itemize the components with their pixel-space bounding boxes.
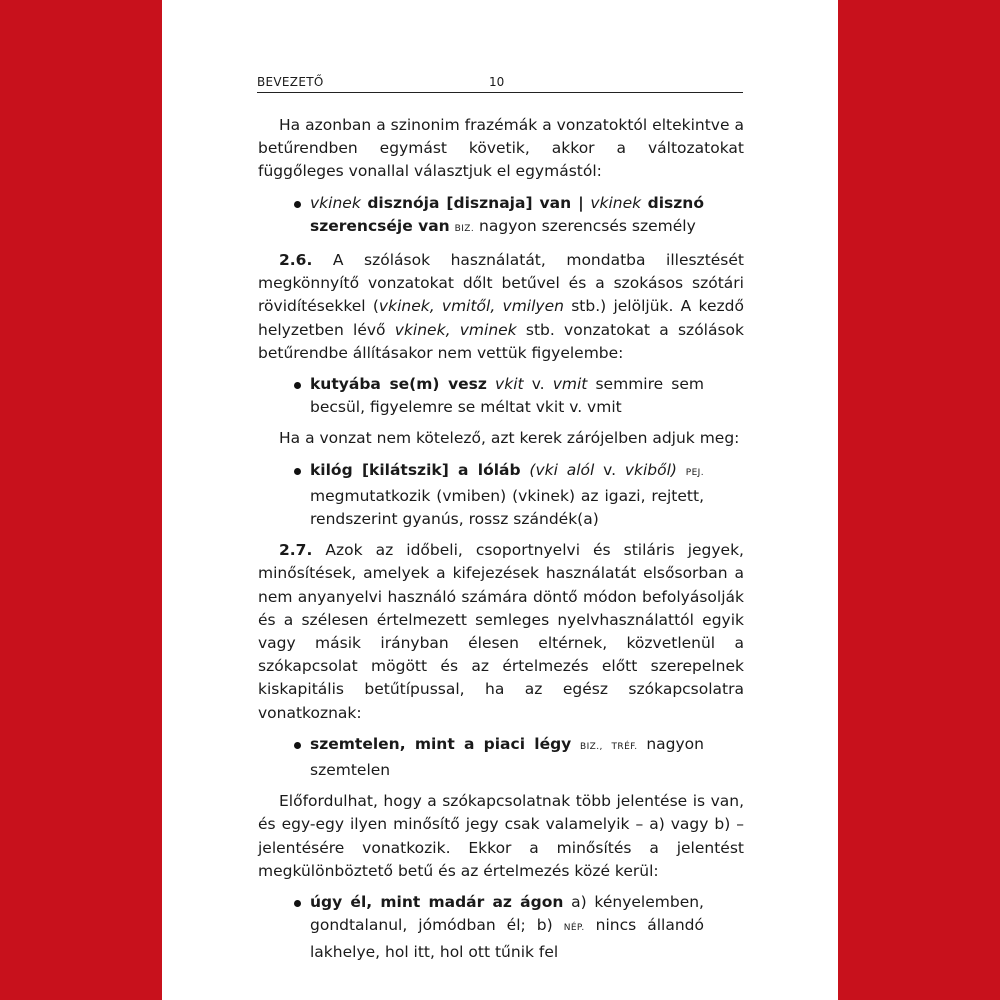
abbreviation: v.	[603, 460, 617, 479]
section-number: 2.6.	[279, 251, 313, 270]
bullet-icon	[294, 900, 301, 907]
section-number: 2.7.	[279, 541, 313, 560]
usage-label: PEJ.	[685, 467, 704, 478]
bullet-icon	[294, 468, 301, 475]
body-text: stb. vonzatokat a szólások betűrendbe állításakor nem vettük figyelembe:	[258, 320, 745, 362]
definition: nagyon szemtelen	[310, 734, 704, 780]
headword: kutyába se(m) vesz	[310, 375, 487, 394]
body-text: Azok az időbeli, csoportnyelvi és stiláris jegyek, minősítések, amelyek a kifejezések használatát elsősorban a nem anyanyelvi használó számára döntő módon befolyásolják és a szélesen értelmezett semleges nyelvhasználattól egyik vagy másik irányban élesen eltérnek, közvetlenül a szókapcsolat mögött és az értelmezés előtt szerepelnek kiskapitális betűtípussal, ha az egész szókapcsolatra vonatkoznak:	[258, 541, 744, 722]
definition: semmire sem becsül, figyelemre se méltat vkit v. vmit	[310, 375, 704, 417]
headword: úgy él, mint madár az ágon	[310, 893, 564, 912]
paragraph-multiple-meanings: Előfordulhat, hogy a szókapcsolatnak több jelentése is van, és egy-egy ilyen minősítő jegy csak valamelyik – a) vagy b) – jelentésére vonatkozik. Ekkor a minősítés a jelentést megkülönböztető betű és az értelmezés közé kerül:	[258, 792, 744, 880]
valence-text: vkinek	[310, 193, 361, 212]
valence-text: vkinek, vmitől, vmilyen	[378, 297, 564, 316]
definition: megmutatkozik (vmiben) (vkinek) az igazi, rejtett, rendszerint gyanús, rossz szándék(a)	[310, 486, 704, 529]
section-title: BEVEZETŐ	[257, 75, 324, 89]
bullet-icon	[294, 382, 301, 389]
example-entry-1	[258, 192, 744, 241]
usage-label: BIZ.,	[580, 741, 603, 752]
paragraph-intro: Ha azonban a szinonim frazémák a vonzatoktól eltekintve a betűrendben egymást követik, akkor a változatokat függőleges vonallal választjuk el egymástól:	[258, 116, 744, 181]
bullet-icon	[294, 742, 301, 749]
example-entry-4	[258, 733, 744, 782]
valence-text: vkinek, vminek	[394, 320, 517, 339]
body-text: A szólások használatát, mondatba illesztését megkönnyítő vonzatokat dőlt betűvel és a szokásos szótári rövidítésekkel (	[258, 251, 744, 316]
page-number: 10	[489, 75, 505, 89]
headword: szemtelen, mint a piaci légy	[310, 734, 572, 753]
valence-text: vkiből)	[624, 460, 677, 479]
headword: disznó szerencséje van	[310, 193, 704, 235]
paragraph-optional-valence: Ha a vonzat nem kötelező, azt kerek zárójelben adjuk meg:	[279, 429, 740, 448]
book-page	[162, 0, 838, 1000]
running-header	[257, 74, 743, 93]
valence-text: vmit	[552, 375, 588, 394]
valence-text: (vki alól	[529, 460, 595, 479]
definition: nagyon szerencsés személy	[479, 216, 696, 235]
bullet-icon	[294, 201, 301, 208]
paragraph-2-7	[258, 539, 744, 725]
headword: kilóg [kilátszik] a lóláb	[310, 460, 521, 479]
definition: nincs állandó lakhelye, hol itt, hol ott tűnik fel	[310, 916, 704, 961]
usage-label: NÉP.	[563, 923, 585, 934]
example-entry-2	[258, 373, 744, 419]
page-body	[258, 114, 744, 972]
example-entry-5	[258, 891, 744, 964]
definition: a) kényelemben, gondtalanul, jómódban él; b)	[310, 893, 704, 935]
headword: disznója [disznaja] van |	[367, 193, 584, 212]
usage-label: BIZ.	[454, 223, 475, 234]
abbreviation: v.	[531, 375, 545, 394]
usage-label: TRÉF.	[611, 741, 638, 752]
valence-text: vkinek	[590, 193, 642, 212]
example-entry-3	[258, 459, 744, 532]
valence-text: vkit	[495, 375, 524, 394]
paragraph-2-6	[258, 249, 744, 365]
body-text: stb.) jelöljük. A kezdő helyzetben lévő	[258, 297, 744, 339]
